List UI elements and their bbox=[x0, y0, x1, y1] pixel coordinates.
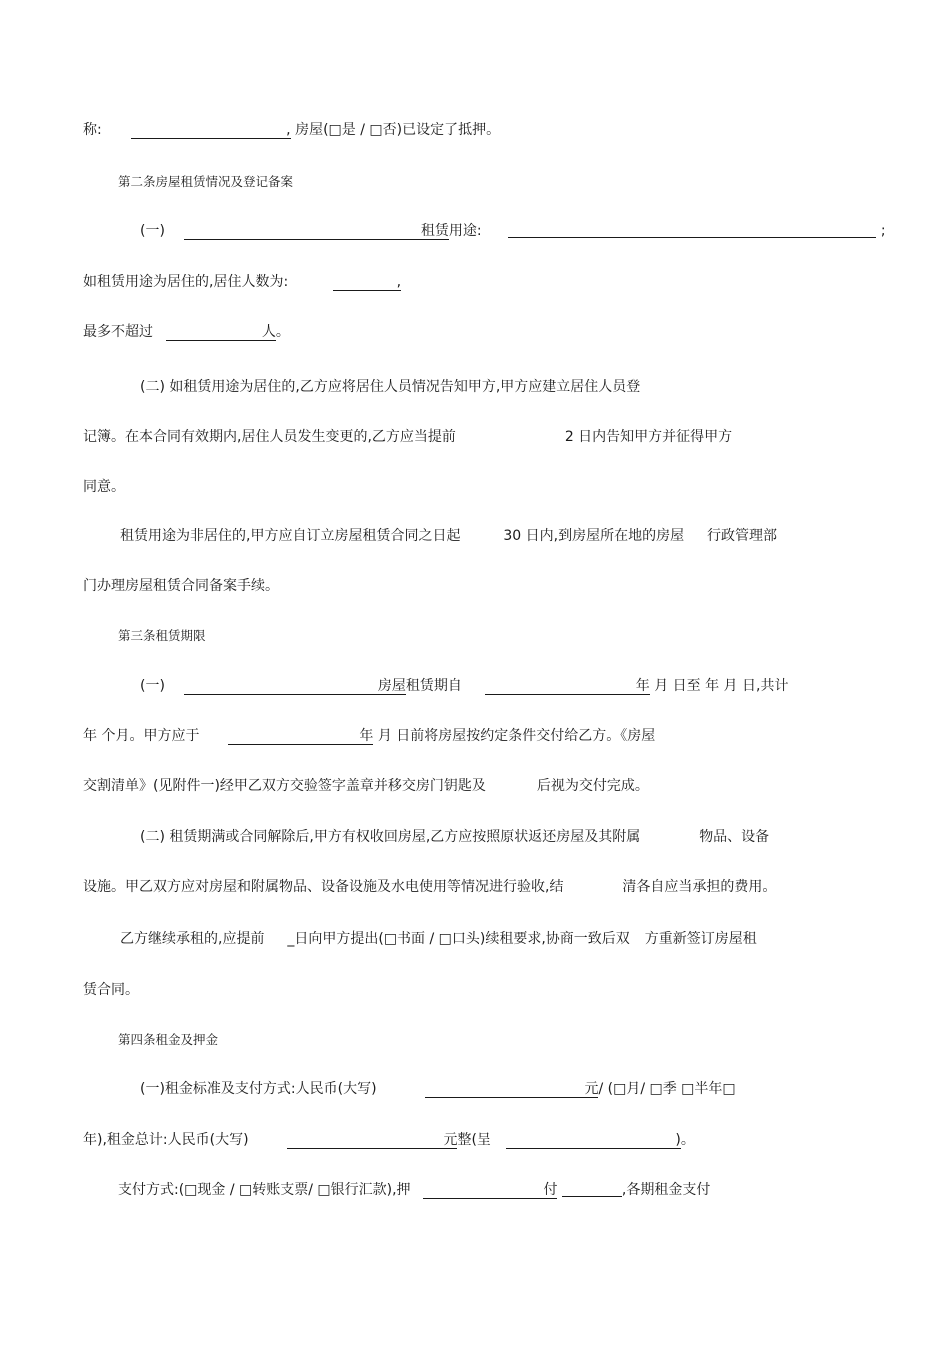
line-return bbox=[140, 828, 769, 846]
line-rent-standard bbox=[140, 1080, 736, 1098]
text: 人 bbox=[261, 324, 276, 340]
text: 。 bbox=[275, 324, 290, 340]
section-heading-2: 第二条房屋租赁情况及登记备案 bbox=[118, 174, 294, 189]
text: 付 bbox=[543, 1182, 558, 1198]
line-max-residents bbox=[83, 323, 290, 341]
term-blank-2 bbox=[485, 678, 650, 695]
line-delivery bbox=[83, 727, 655, 745]
rent-blank bbox=[425, 1081, 598, 1098]
text: 30 日内,到房屋所在地的房屋 bbox=[503, 528, 685, 544]
text: 记簿。在本合同有效期内,居住人员发生变更的,乙方应当提前 bbox=[83, 429, 456, 445]
line-clause-2: (二) 如租赁用途为居住的,乙方应将居住人员情况告知甲方,甲方应建立居住人员登 bbox=[140, 379, 641, 395]
text: ) bbox=[675, 1132, 681, 1148]
text: 元 bbox=[584, 1081, 599, 1097]
purpose-blank-2 bbox=[508, 222, 876, 238]
text: 物品、设备 bbox=[699, 829, 770, 845]
text: (一)租金标准及支付方式:人民币(大写) bbox=[140, 1081, 377, 1097]
text: ; bbox=[880, 223, 886, 239]
text: ,各期租金支付 bbox=[621, 1182, 711, 1198]
max-blank bbox=[166, 324, 276, 341]
line-renewal bbox=[120, 930, 757, 948]
text: , bbox=[396, 274, 402, 290]
text: 用途: bbox=[448, 223, 482, 239]
term-blank-1 bbox=[184, 678, 406, 695]
text: 年 bbox=[635, 678, 650, 694]
line-lease-term bbox=[140, 677, 788, 695]
line-register bbox=[83, 428, 732, 446]
text: 最多不超过 bbox=[83, 324, 153, 340]
line-lease-purpose bbox=[140, 222, 886, 240]
line-inspection bbox=[83, 878, 776, 896]
text: 称: bbox=[83, 122, 102, 138]
line-filing: 门办理房屋租赁合同备案手续。 bbox=[83, 578, 279, 594]
delivery-blank bbox=[228, 728, 373, 745]
deposit-blank bbox=[423, 1182, 557, 1199]
line-non-residential bbox=[120, 527, 777, 545]
text: 月 日至 年 月 日,共计 bbox=[654, 678, 789, 694]
text: 乙方继续承租的,应提前 bbox=[120, 931, 265, 947]
text: 房屋 bbox=[377, 678, 406, 694]
text: 支付方式:(□现金 / □转账支票/ □银行汇款),押 bbox=[118, 1182, 411, 1198]
text: 租赁 bbox=[420, 223, 449, 239]
pay-blank bbox=[562, 1181, 622, 1197]
text: 如租赁用途为居住的,居住人数为: bbox=[83, 274, 289, 290]
text: (二) 租赁期满或合同解除后,甲方有权收回房屋,乙方应按照原状返还房屋及其附属 bbox=[140, 829, 641, 845]
text: 。 bbox=[680, 1132, 695, 1148]
text: 行政管理部 bbox=[706, 528, 777, 544]
text: _日向甲方提出(□书面 / □口头)续租要求,协商一致后双 bbox=[287, 931, 630, 947]
text: 租赁期自 bbox=[405, 678, 462, 694]
text: 交割清单》(见附件一)经甲乙双方交验签字盖章并移交房门钥匙及 bbox=[83, 778, 486, 794]
text: 后视为交付完成。 bbox=[536, 778, 649, 794]
text: □是 / □否)已设定了抵押。 bbox=[328, 122, 501, 138]
line-rent-total bbox=[83, 1131, 695, 1149]
line-consent: 同意。 bbox=[83, 479, 125, 495]
comma: , bbox=[286, 122, 291, 138]
text: 房屋( bbox=[295, 122, 329, 138]
text: 设施。甲乙双方应对房屋和附属物品、设备设施及水电使用等情况进行验收,结 bbox=[83, 879, 564, 895]
purpose-blank-1 bbox=[184, 223, 449, 240]
text: 元 bbox=[443, 1132, 458, 1148]
line-residents bbox=[83, 273, 401, 291]
line-payment-method bbox=[118, 1181, 710, 1199]
text: 租赁用途为非居住的,甲方应自订立房屋租赁合同之日起 bbox=[120, 528, 461, 544]
text: 年),租金总计:人民币(大写) bbox=[83, 1132, 249, 1148]
section-heading-4: 第四条租金及押金 bbox=[118, 1032, 219, 1047]
line-mortgage bbox=[83, 121, 500, 139]
total-blank bbox=[287, 1132, 457, 1149]
text: 年 个月。甲方应于 bbox=[83, 728, 200, 744]
text: 整(呈 bbox=[457, 1132, 491, 1148]
text: 月 日前将房屋按约定条件交付给乙方。《房屋 bbox=[377, 728, 656, 744]
line-handover bbox=[83, 777, 649, 795]
text: 方重新签订房屋租 bbox=[644, 931, 757, 947]
total-figures-blank bbox=[506, 1132, 681, 1149]
text: 年 bbox=[359, 728, 374, 744]
line-new-contract: 赁合同。 bbox=[83, 982, 139, 998]
clause-number: (一) bbox=[140, 678, 165, 694]
clause-number: (一) bbox=[140, 223, 165, 239]
residents-blank bbox=[333, 274, 401, 291]
text: 2 日内告知甲方并征得甲方 bbox=[564, 429, 733, 445]
section-heading-3: 第三条租赁期限 bbox=[118, 628, 206, 643]
name-blank bbox=[131, 122, 291, 139]
text: 清各自应当承担的费用。 bbox=[622, 879, 777, 895]
text: / (□月/ □季 □半年□ bbox=[598, 1081, 736, 1097]
